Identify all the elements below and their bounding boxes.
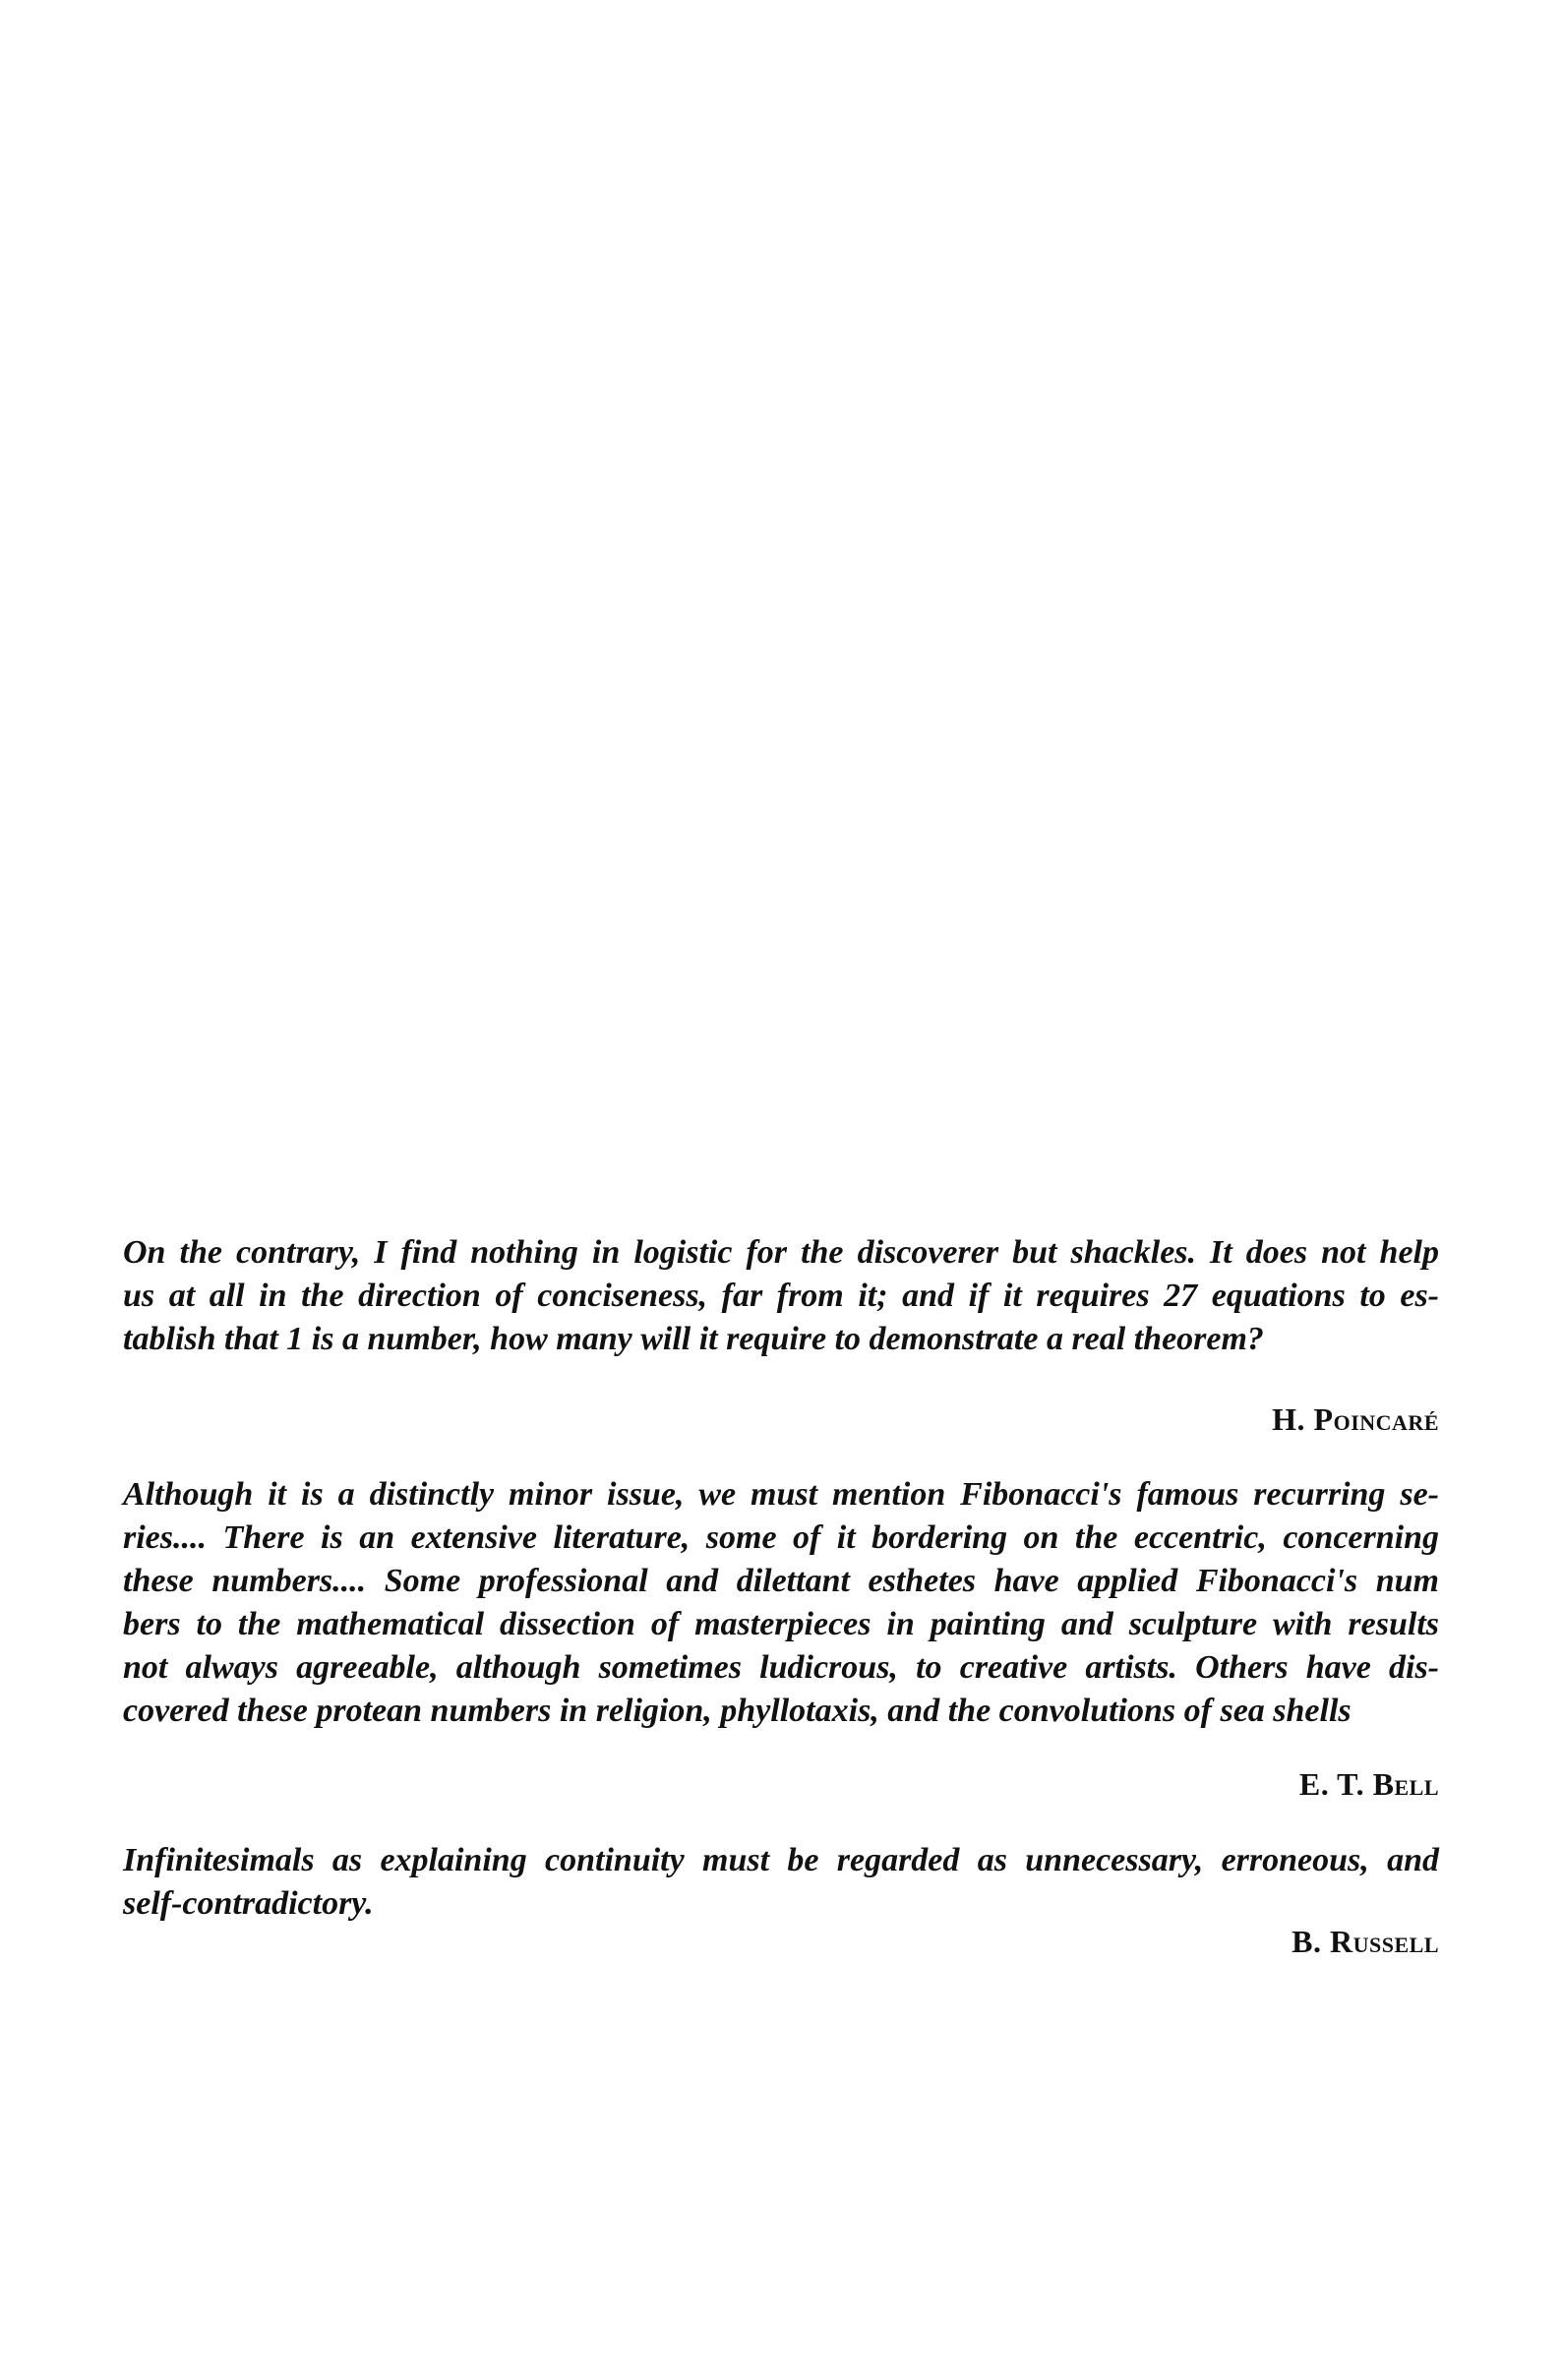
quote-line: these numbers.... Some professional and dilettant esthetes have applied Fibonacci's num: [123, 1563, 1439, 1599]
quote-line: On the contrary, I find nothing in logistic for the discoverer but shackles. It does not help: [123, 1234, 1439, 1271]
epigraph-poincare: [123, 1231, 1439, 1361]
attribution-bell: E. T. Bell: [1298, 1766, 1439, 1802]
quote-line: not always agreeable, although sometimes ludicrous, to creative artists. Others have dis-: [123, 1649, 1439, 1686]
quote-line: ries.... There is an extensive literature, some of it bordering on the eccentric, concerning: [123, 1519, 1439, 1556]
quote-line: covered these protean numbers in religion, phyllotaxis, and the convolutions of sea shells: [123, 1693, 1352, 1729]
quote-line: self-contradictory.: [123, 1885, 374, 1922]
attribution-poincare: H. Poincaré: [1272, 1401, 1439, 1437]
quote-line: Although it is a distinctly minor issue, we must mention Fibonacci's famous recurring se-: [123, 1476, 1439, 1513]
quote-line: tablish that 1 is a number, how many will it require to demonstrate a real theorem?: [123, 1321, 1264, 1357]
quote-line: us at all in the direction of conciseness, far from it; and if it requires 27 equations to es-: [123, 1278, 1439, 1314]
attribution-russell: B. Russell: [1292, 1924, 1439, 1959]
quote-line: bers to the mathematical dissection of masterpieces in painting and sculpture with results: [123, 1606, 1439, 1642]
epigraph-bell: [123, 1473, 1439, 1733]
epigraph-russell: [123, 1839, 1439, 1926]
quote-line: Infinitesimals as explaining continuity must be regarded as unnecessary, erroneous, and: [123, 1842, 1439, 1878]
